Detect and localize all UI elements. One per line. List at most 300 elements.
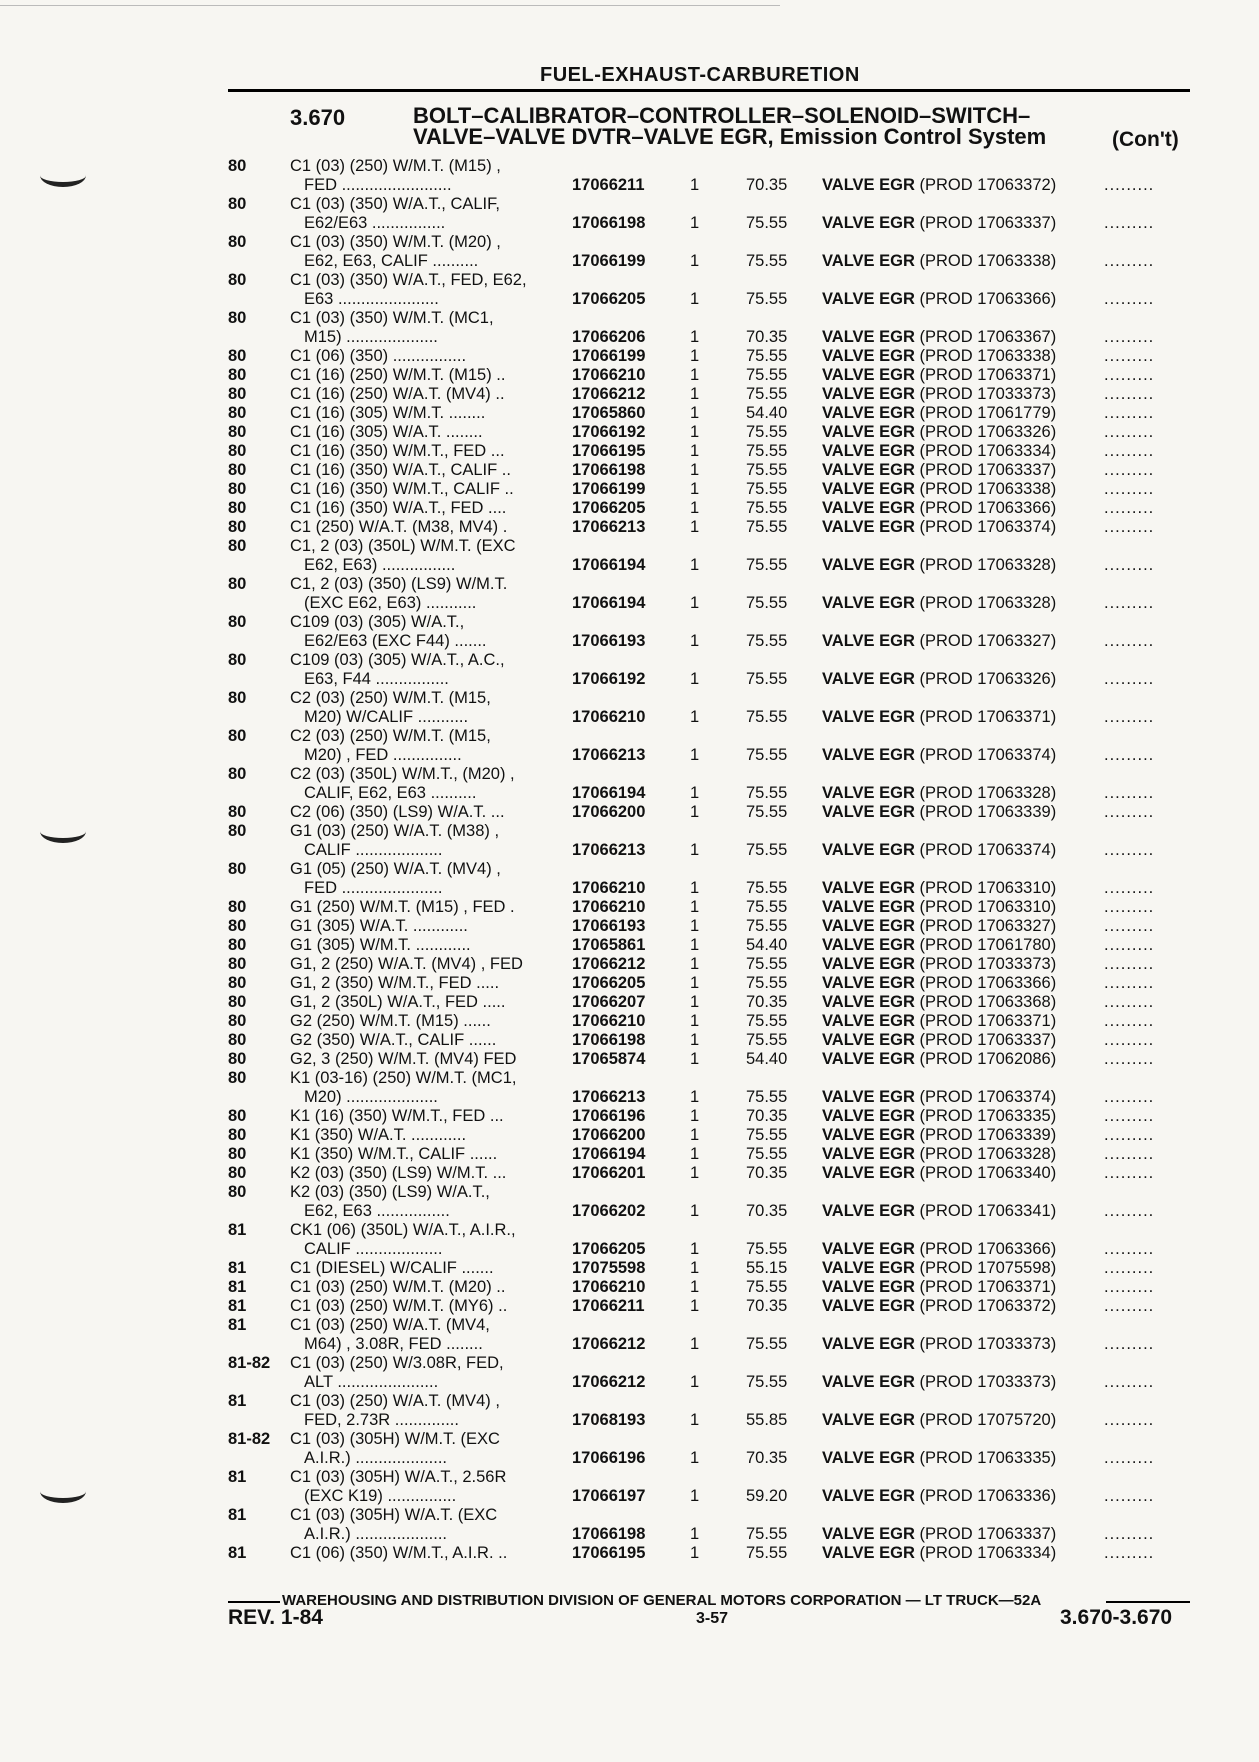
- entry-price: 75.55: [746, 1031, 788, 1049]
- entry-price: 75.55: [746, 1373, 788, 1391]
- entry-year: 80: [228, 385, 247, 403]
- entry-price: 75.55: [746, 461, 788, 479]
- entry-description: C2 (06) (350) (LS9) W/A.T. ...: [290, 803, 505, 821]
- entry-note-prod-label: (PROD: [919, 442, 973, 460]
- entry-year: 80: [228, 1145, 247, 1163]
- entry-leader-dots: .........: [1104, 214, 1155, 232]
- entry-prod-number: 17033373: [977, 1335, 1051, 1353]
- entry-description: E62, E63 ................: [304, 1202, 450, 1220]
- entry-part-number: 17068193: [572, 1411, 646, 1429]
- entry-note-close: ): [1050, 499, 1057, 517]
- entry-note-close: ): [1050, 670, 1057, 688]
- entry-description: CALIF, E62, E63 ..........: [304, 784, 477, 802]
- entry-note-close: ): [1050, 917, 1057, 935]
- entry-note-prod-label: (PROD: [919, 1297, 973, 1315]
- entry-note-close: ): [1050, 594, 1057, 612]
- entry-price: 75.55: [746, 974, 788, 992]
- entry-price: 75.55: [746, 746, 788, 764]
- entry-quantity: 1: [690, 1202, 700, 1220]
- entry-year: 80: [228, 480, 247, 498]
- entry-note-label: VALVE EGR: [822, 879, 915, 897]
- entry-note: [822, 917, 1056, 936]
- entry-description: C1 (03) (250) W/A.T. (MV4,: [290, 1316, 490, 1334]
- entry-year: 81-82: [228, 1430, 271, 1448]
- entry-description: C1 (03) (250) W/M.T. (M20) ..: [290, 1278, 506, 1296]
- entry-price: 75.55: [746, 898, 788, 916]
- entry-note-label: VALVE EGR: [822, 841, 915, 859]
- entry-description: C2 (03) (250) W/M.T. (M15,: [290, 689, 491, 707]
- entry-leader-dots: .........: [1104, 385, 1155, 403]
- entry-description: C109 (03) (305) W/A.T., A.C.,: [290, 651, 505, 669]
- entry-leader-dots: .........: [1104, 974, 1155, 992]
- entry-part-number: 17066199: [572, 252, 646, 270]
- entry-leader-dots: .........: [1104, 176, 1155, 194]
- entry-note-prod-label: (PROD: [919, 841, 973, 859]
- entry-note-label: VALVE EGR: [822, 1525, 915, 1543]
- entry-note: [822, 746, 1056, 765]
- entry-note-label: VALVE EGR: [822, 176, 915, 194]
- entry-prod-number: 17063326: [977, 670, 1051, 688]
- entry-year: 80: [228, 974, 247, 992]
- entry-leader-dots: .........: [1104, 1487, 1155, 1505]
- entry-note: [822, 1449, 1056, 1468]
- entry-part-number: 17066197: [572, 1487, 646, 1505]
- entry-quantity: 1: [690, 518, 700, 536]
- entry-year: 80: [228, 860, 247, 878]
- entry-note: [822, 1544, 1056, 1563]
- entry-leader-dots: .........: [1104, 366, 1155, 384]
- entry-prod-number: 17063366: [977, 1240, 1051, 1258]
- entry-year: 80: [228, 1183, 247, 1201]
- entry-quantity: 1: [690, 252, 700, 270]
- entry-note-close: ): [1050, 632, 1057, 650]
- entry-note: [822, 936, 1056, 955]
- entry-quantity: 1: [690, 1278, 700, 1296]
- entry-note-prod-label: (PROD: [919, 1449, 973, 1467]
- entry-quantity: 1: [690, 1107, 700, 1125]
- entry-description: G1 (250) W/M.T. (M15) , FED .: [290, 898, 515, 916]
- entry-note-label: VALVE EGR: [822, 442, 915, 460]
- entry-note-label: VALVE EGR: [822, 499, 915, 517]
- entry-part-number: 17066205: [572, 290, 646, 308]
- entry-description: E62, E63, CALIF ..........: [304, 252, 479, 270]
- entry-description: C1 (06) (350) W/M.T., A.I.R. ..: [290, 1544, 508, 1562]
- entry-note-close: ): [1050, 176, 1057, 194]
- entry-description: K2 (03) (350) (LS9) W/M.T. ...: [290, 1164, 507, 1182]
- entry-price: 75.55: [746, 784, 788, 802]
- entry-quantity: 1: [690, 1259, 700, 1277]
- entry-price: 75.55: [746, 518, 788, 536]
- entry-prod-number: 17063337: [977, 1525, 1051, 1543]
- entry-note-close: ): [1050, 1373, 1057, 1391]
- entry-year: 80: [228, 689, 247, 707]
- entry-note-label: VALVE EGR: [822, 1240, 915, 1258]
- entry-description: M64) , 3.08R, FED ........: [304, 1335, 483, 1353]
- entry-quantity: 1: [690, 708, 700, 726]
- entry-note-label: VALVE EGR: [822, 917, 915, 935]
- entry-prod-number: 17063338: [977, 480, 1051, 498]
- entry-note-label: VALVE EGR: [822, 366, 915, 384]
- entry-note-close: ): [1050, 480, 1057, 498]
- entry-year: 80: [228, 613, 247, 631]
- entry-note-label: VALVE EGR: [822, 993, 915, 1011]
- entry-note-label: VALVE EGR: [822, 1145, 915, 1163]
- entry-price: 70.35: [746, 1202, 788, 1220]
- entry-prod-number: 17063374: [977, 746, 1051, 764]
- entry-price: 70.35: [746, 176, 788, 194]
- entry-leader-dots: .........: [1104, 1335, 1155, 1353]
- entry-quantity: 1: [690, 214, 700, 232]
- entry-description: FED, 2.73R ..............: [304, 1411, 459, 1429]
- entry-description: G2, 3 (250) W/M.T. (MV4) FED: [290, 1050, 517, 1068]
- entry-note-label: VALVE EGR: [822, 1050, 915, 1068]
- entry-note-prod-label: (PROD: [919, 1335, 973, 1353]
- entry-part-number: 17066212: [572, 955, 646, 973]
- entry-price: 55.15: [746, 1259, 788, 1277]
- entry-note-label: VALVE EGR: [822, 898, 915, 916]
- entry-leader-dots: .........: [1104, 670, 1155, 688]
- entry-note-label: VALVE EGR: [822, 1487, 915, 1505]
- entry-description: C1 (03) (250) W/3.08R, FED,: [290, 1354, 504, 1372]
- entry-quantity: 1: [690, 290, 700, 308]
- revision-label: REV. 1-84: [228, 1606, 323, 1629]
- entry-quantity: 1: [690, 347, 700, 365]
- entry-note-prod-label: (PROD: [919, 1031, 973, 1049]
- entry-description: G1 (05) (250) W/A.T. (MV4) ,: [290, 860, 501, 878]
- entry-part-number: 17066194: [572, 784, 646, 802]
- entry-part-number: 17066213: [572, 841, 646, 859]
- entry-prod-number: 17063366: [977, 499, 1051, 517]
- entry-leader-dots: .........: [1104, 1012, 1155, 1030]
- continued-label: (Con't): [1112, 128, 1179, 151]
- entry-description: FED ........................: [304, 176, 452, 194]
- entry-prod-number: 17062086: [977, 1050, 1051, 1068]
- entry-year: 81-82: [228, 1354, 271, 1372]
- entry-price: 75.55: [746, 1240, 788, 1258]
- entry-prod-number: 17075598: [977, 1259, 1051, 1277]
- entry-year: 80: [228, 366, 247, 384]
- entry-note: [822, 1107, 1056, 1126]
- entry-part-number: 17066211: [572, 1297, 645, 1315]
- entry-description: C1 (DIESEL) W/CALIF .......: [290, 1259, 494, 1277]
- entry-year: 81: [228, 1221, 247, 1239]
- entry-price: 75.55: [746, 803, 788, 821]
- entry-part-number: 17066212: [572, 1335, 646, 1353]
- entry-part-number: 17066196: [572, 1107, 646, 1125]
- entry-price: 75.55: [746, 670, 788, 688]
- entry-part-number: 17066212: [572, 1373, 646, 1391]
- entry-description: C109 (03) (305) W/A.T.,: [290, 613, 465, 631]
- section-number: 3.670: [290, 105, 346, 130]
- entry-price: 75.55: [746, 879, 788, 897]
- entry-note: [822, 1202, 1056, 1221]
- entry-part-number: 17066195: [572, 1544, 646, 1562]
- entry-note-label: VALVE EGR: [822, 1107, 915, 1125]
- entry-description: C2 (03) (250) W/M.T. (M15,: [290, 727, 491, 745]
- entry-part-number: 17066198: [572, 461, 646, 479]
- entry-part-number: 17066205: [572, 1240, 646, 1258]
- entry-year: 81: [228, 1506, 247, 1524]
- entry-year: 81: [228, 1468, 247, 1486]
- entry-note-close: ): [1050, 1012, 1057, 1030]
- entry-price: 75.55: [746, 1088, 788, 1106]
- entry-note: [822, 898, 1056, 917]
- entry-leader-dots: .........: [1104, 1411, 1155, 1429]
- entry-price: 75.55: [746, 252, 788, 270]
- entry-description: C1 (250) W/A.T. (M38, MV4) .: [290, 518, 508, 536]
- entry-part-number: 17066207: [572, 993, 646, 1011]
- entry-quantity: 1: [690, 461, 700, 479]
- entry-note-prod-label: (PROD: [919, 1050, 973, 1068]
- entry-part-number: 17066205: [572, 974, 646, 992]
- entry-price: 75.55: [746, 1335, 788, 1353]
- entry-note-close: ): [1050, 784, 1057, 802]
- entry-note-prod-label: (PROD: [919, 993, 973, 1011]
- entry-quantity: 1: [690, 366, 700, 384]
- entry-description: C1 (16) (250) W/A.T. (MV4) ..: [290, 385, 505, 403]
- entry-leader-dots: .........: [1104, 404, 1155, 422]
- entry-note: [822, 1050, 1056, 1069]
- entry-note-prod-label: (PROD: [919, 632, 973, 650]
- entry-note-close: ): [1050, 1278, 1057, 1296]
- entry-description: C1 (16) (305) W/M.T. ........: [290, 404, 486, 422]
- entry-prod-number: 17061779: [977, 404, 1051, 422]
- entry-leader-dots: .........: [1104, 423, 1155, 441]
- entry-part-number: 17066213: [572, 1088, 646, 1106]
- entry-leader-dots: .........: [1104, 461, 1155, 479]
- entry-price: 75.55: [746, 480, 788, 498]
- entry-description: CALIF ...................: [304, 841, 443, 859]
- entry-prod-number: 17063337: [977, 214, 1051, 232]
- entry-prod-number: 17063371: [977, 1278, 1051, 1296]
- entry-quantity: 1: [690, 1449, 700, 1467]
- entry-description: E63, F44 ................: [304, 670, 449, 688]
- entry-description: C1 (03) (350) W/M.T. (M20) ,: [290, 233, 501, 251]
- entry-prod-number: 17063326: [977, 423, 1051, 441]
- entry-note-prod-label: (PROD: [919, 214, 973, 232]
- entry-note: [822, 1297, 1056, 1316]
- entry-price: 75.55: [746, 366, 788, 384]
- entry-note-close: ): [1050, 1126, 1057, 1144]
- entry-leader-dots: .........: [1104, 1525, 1155, 1543]
- entry-year: 80: [228, 461, 247, 479]
- entry-leader-dots: .........: [1104, 480, 1155, 498]
- entry-prod-number: 17063368: [977, 993, 1051, 1011]
- entry-note-prod-label: (PROD: [919, 404, 973, 422]
- entry-note-prod-label: (PROD: [919, 1107, 973, 1125]
- entry-description: C1, 2 (03) (350) (LS9) W/M.T.: [290, 575, 508, 593]
- entry-part-number: 17066196: [572, 1449, 646, 1467]
- entry-note-prod-label: (PROD: [919, 347, 973, 365]
- entry-part-number: 17066202: [572, 1202, 646, 1220]
- entry-leader-dots: .........: [1104, 898, 1155, 916]
- entry-year: 80: [228, 1012, 247, 1030]
- entry-leader-dots: .........: [1104, 784, 1155, 802]
- entry-quantity: 1: [690, 1050, 700, 1068]
- entry-quantity: 1: [690, 1525, 700, 1543]
- entry-prod-number: 17063338: [977, 252, 1051, 270]
- entry-price: 55.85: [746, 1411, 788, 1429]
- entry-leader-dots: .........: [1104, 1107, 1155, 1125]
- section-title-line-2: VALVE–VALVE DVTR–VALVE EGR, Emission Control System: [413, 124, 1047, 149]
- entry-note: [822, 1335, 1056, 1354]
- entry-description: E62, E63) ................: [304, 556, 456, 574]
- entry-note: [822, 784, 1056, 803]
- entry-note-close: ): [1050, 841, 1057, 859]
- entry-note-label: VALVE EGR: [822, 214, 915, 232]
- entry-year: 80: [228, 195, 247, 213]
- entry-description: FED ......................: [304, 879, 443, 897]
- entry-note-close: ): [1050, 1145, 1057, 1163]
- entry-prod-number: 17063336: [977, 1487, 1051, 1505]
- entry-note-close: ): [1050, 290, 1057, 308]
- entry-note-prod-label: (PROD: [919, 879, 973, 897]
- entry-part-number: 17066211: [572, 176, 645, 194]
- entry-note: [822, 214, 1056, 233]
- entry-year: 80: [228, 404, 247, 422]
- entry-year: 80: [228, 442, 247, 460]
- entry-note-prod-label: (PROD: [919, 898, 973, 916]
- entry-note: [822, 708, 1056, 727]
- entry-description: M20) ....................: [304, 1088, 438, 1106]
- entry-note: [822, 461, 1056, 480]
- entry-description: C1 (03) (250) W/A.T. (MV4) ,: [290, 1392, 500, 1410]
- entry-part-number: 17066199: [572, 347, 646, 365]
- entry-part-number: 17066213: [572, 746, 646, 764]
- entry-year: 80: [228, 803, 247, 821]
- entry-price: 54.40: [746, 936, 788, 954]
- entry-part-number: 17066201: [572, 1164, 646, 1182]
- entry-part-number: 17066193: [572, 917, 646, 935]
- entry-note-close: ): [1050, 366, 1057, 384]
- entry-part-number: 17066198: [572, 214, 646, 232]
- entry-note-label: VALVE EGR: [822, 1411, 915, 1429]
- entry-note-close: ): [1050, 1411, 1057, 1429]
- entry-note-prod-label: (PROD: [919, 366, 973, 384]
- entry-price: 75.55: [746, 1126, 788, 1144]
- entry-note-close: ): [1050, 1164, 1057, 1182]
- entry-note: [822, 176, 1056, 195]
- entry-part-number: 17066200: [572, 1126, 646, 1144]
- entry-note-close: ): [1050, 423, 1057, 441]
- entry-note-label: VALVE EGR: [822, 708, 915, 726]
- entry-note-close: ): [1050, 252, 1057, 270]
- footer-division-line: WAREHOUSING AND DISTRIBUTION DIVISION OF GENERAL MOTORS CORPORATION — LT TRUCK—52A: [282, 1592, 1042, 1609]
- entry-note: [822, 974, 1056, 993]
- entry-description: M15) ....................: [304, 328, 438, 346]
- entry-year: 80: [228, 271, 247, 289]
- entry-note-prod-label: (PROD: [919, 1373, 973, 1391]
- entry-description: G2 (350) W/A.T., CALIF ......: [290, 1031, 497, 1049]
- entry-quantity: 1: [690, 176, 700, 194]
- entry-quantity: 1: [690, 556, 700, 574]
- entry-note-prod-label: (PROD: [919, 974, 973, 992]
- entry-note: [822, 1145, 1056, 1164]
- entry-note-prod-label: (PROD: [919, 328, 973, 346]
- entry-leader-dots: .........: [1104, 518, 1155, 536]
- entry-leader-dots: .........: [1104, 803, 1155, 821]
- entry-note-label: VALVE EGR: [822, 784, 915, 802]
- entry-note: [822, 1164, 1056, 1183]
- entry-note: [822, 556, 1056, 575]
- entry-leader-dots: .........: [1104, 1278, 1155, 1296]
- entry-quantity: 1: [690, 974, 700, 992]
- entry-part-number: 17066192: [572, 670, 646, 688]
- entry-prod-number: 17063366: [977, 974, 1051, 992]
- entry-prod-number: 17063310: [977, 898, 1051, 916]
- entry-note-label: VALVE EGR: [822, 1088, 915, 1106]
- entry-note-label: VALVE EGR: [822, 423, 915, 441]
- entry-leader-dots: .........: [1104, 879, 1155, 897]
- entry-prod-number: 17063367: [977, 328, 1051, 346]
- entry-year: 80: [228, 993, 247, 1011]
- entry-note: [822, 252, 1056, 271]
- entry-quantity: 1: [690, 632, 700, 650]
- entry-leader-dots: .........: [1104, 1202, 1155, 1220]
- entry-description: G1 (305) W/A.T. ............: [290, 917, 468, 935]
- entry-note: [822, 1525, 1056, 1544]
- entry-year: 80: [228, 1107, 247, 1125]
- entry-part-number: 17065861: [572, 936, 646, 954]
- entry-description: K1 (350) W/A.T. ............: [290, 1126, 467, 1144]
- entry-year: 81: [228, 1316, 247, 1334]
- entry-note-label: VALVE EGR: [822, 1278, 915, 1296]
- entry-quantity: 1: [690, 1487, 700, 1505]
- entry-part-number: 17066210: [572, 898, 646, 916]
- entry-prod-number: 17063337: [977, 461, 1051, 479]
- entry-note-prod-label: (PROD: [919, 803, 973, 821]
- entry-note: [822, 366, 1056, 385]
- entry-year: 80: [228, 651, 247, 669]
- entry-quantity: 1: [690, 385, 700, 403]
- entry-note-prod-label: (PROD: [919, 746, 973, 764]
- entry-note-prod-label: (PROD: [919, 290, 973, 308]
- entry-note-close: ): [1050, 461, 1057, 479]
- entry-note-label: VALVE EGR: [822, 1259, 915, 1277]
- entry-year: 81: [228, 1259, 247, 1277]
- entry-note-label: VALVE EGR: [822, 1164, 915, 1182]
- entry-leader-dots: .........: [1104, 1544, 1155, 1562]
- entry-price: 75.55: [746, 1145, 788, 1163]
- entry-note-close: ): [1050, 518, 1057, 536]
- entry-leader-dots: .........: [1104, 1031, 1155, 1049]
- entry-note-prod-label: (PROD: [919, 518, 973, 536]
- entry-note-close: ): [1050, 328, 1057, 346]
- entry-note-label: VALVE EGR: [822, 1297, 915, 1315]
- entry-description: G1 (305) W/M.T. ............: [290, 936, 471, 954]
- entry-note: [822, 1031, 1056, 1050]
- entry-price: 54.40: [746, 404, 788, 422]
- entry-note-close: ): [1050, 1088, 1057, 1106]
- entry-year: 80: [228, 1031, 247, 1049]
- entry-leader-dots: .........: [1104, 290, 1155, 308]
- entry-quantity: 1: [690, 1126, 700, 1144]
- entry-leader-dots: .........: [1104, 556, 1155, 574]
- entry-note: [822, 404, 1056, 423]
- page-number: 3-57: [696, 1610, 729, 1627]
- entry-prod-number: 17075720: [977, 1411, 1051, 1429]
- entry-note-prod-label: (PROD: [919, 1259, 973, 1277]
- entry-description: (EXC E62, E63) ...........: [304, 594, 477, 612]
- entry-note-prod-label: (PROD: [919, 1411, 973, 1429]
- entry-price: 75.55: [746, 594, 788, 612]
- entry-note-close: ): [1050, 955, 1057, 973]
- entry-note: [822, 841, 1056, 860]
- entry-note: [822, 1012, 1056, 1031]
- entry-price: 59.20: [746, 1487, 788, 1505]
- entry-description: C1 (03) (250) W/M.T. (M15) ,: [290, 157, 501, 175]
- entry-note-prod-label: (PROD: [919, 1202, 973, 1220]
